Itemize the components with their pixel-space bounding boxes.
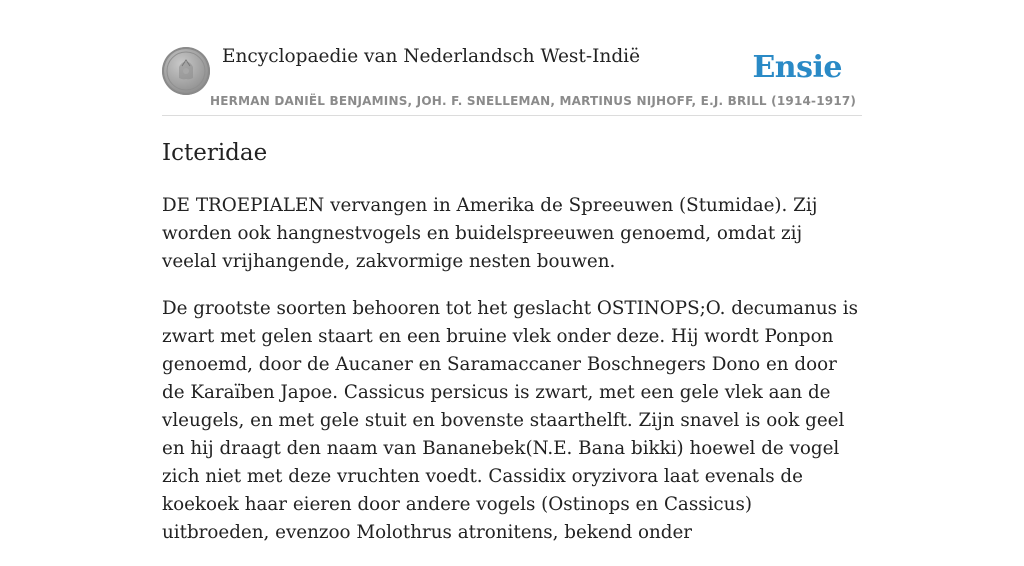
article-paragraph: De grootste soorten behooren tot het geslacht OSTINOPS;O. decumanus is zwart met gelen staart en een bruine vlek onder deze. Hij wordt Ponpon genoemd, door de Aucaner en Saramaccaner Boschnegers Dono en door de Karaïben Japoe. Cassicus persicus is zwart, met een gele vlek aan de vleugels, en met gele stuit en bovenste staarthelft. Zijn snavel is ook geel en hij draagt den naam van Bananebek(N.E. Bana bikki) hoewel de vogel zich niet met deze vruchten voedt. Cassidix oryzivora laat evenals de koekoek haar eieren door andere vogels (Ostinops en Cassicus) uitbroeden, evenzoo Molothrus atronitens, bekend onder bbox=[162, 298, 859, 543]
article-body bbox=[162, 192, 862, 566]
source-header bbox=[162, 0, 862, 116]
coin-emblem-icon bbox=[162, 47, 210, 95]
article-title: Icteridae bbox=[162, 140, 268, 166]
source-authors: HERMAN DANIËL BENJAMINS, JOH. F. SNELLEMAN, MARTINUS NIJHOFF, E.J. BRILL (1914-1917) bbox=[210, 94, 857, 108]
source-title[interactable]: Encyclopaedie van Nederlandsch West-Indië bbox=[222, 46, 641, 67]
article-page bbox=[162, 0, 862, 543]
source-coin-logo[interactable] bbox=[162, 47, 210, 95]
article-paragraph: DE TROEPIALEN vervangen in Amerika de Spreeuwen (Stumidae). Zij worden ook hangnestvogels en buidelspreeuwen genoemd, omdat zij veelal vrijhangende, zakvormige nesten bouwen. bbox=[162, 195, 818, 272]
brand-logo[interactable]: Ensie bbox=[752, 50, 842, 85]
